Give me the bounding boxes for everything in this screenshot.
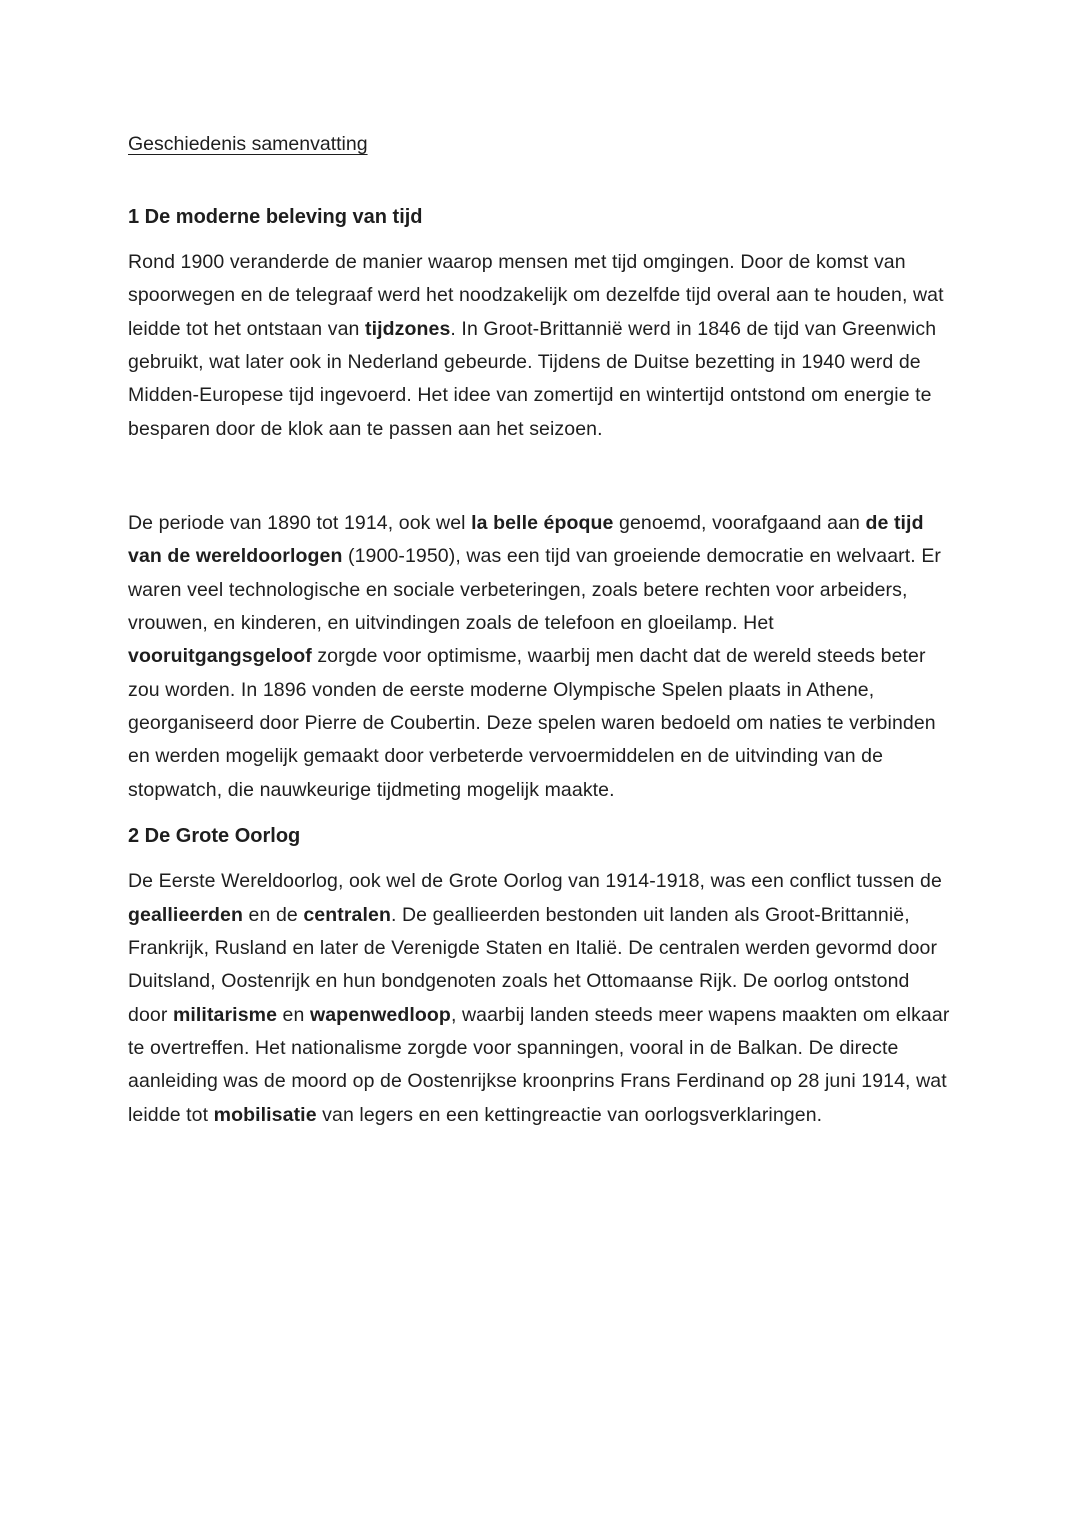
document-content — [128, 133, 952, 1132]
document-title: Geschiedenis samenvatting — [128, 133, 368, 155]
paragraph-world-war-one: De Eerste Wereldoorlog, ook wel de Grote Oorlog van 1914-1918, was een conflict tussen de geallieerden en de centralen. De geallieerden bestonden uit landen als Groot-Brittannië, Frankrijk, Rusland en later de Verenigde Staten en Italië. De centralen werden gevormd door Duitsland, Oostenrijk en hun bondgenoten zoals het Ottomaanse Rijk. De oorlog ontstond door militarisme en wapenwedloop, waarbij landen steeds meer wapens maakten om elkaar te overtreffen. Het nationalisme zorgde voor spanningen, vooral in de Balkan. De directe aanleiding was de moord op de Oostenrijkse kroonprins Frans Ferdinand op 28 juni 1914, wat leidde tot mobilisatie van legers en een kettingreactie van oorlogsverklaringen. — [128, 870, 950, 1126]
paragraph-time-zones: Rond 1900 veranderde de manier waarop mensen met tijd omgingen. Door de komst van spoorwegen en de telegraaf werd het noodzakelijk om dezelfde tijd overal aan te houden, wat leidde tot het ontstaan van tijdzones. In Groot-Brittannië werd in 1846 de tijd van Greenwich gebruikt, wat later ook in Nederland gebeurde. Tijdens de Duitse bezetting in 1940 werd de Midden-Europese tijd ingevoerd. Het idee van zomertijd en wintertijd ontstond om energie te besparen door de klok aan te passen aan het seizoen. — [128, 251, 944, 440]
section-heading-2: 2 De Grote Oorlog — [128, 825, 301, 848]
section-heading-1: 1 De moderne beleving van tijd — [128, 206, 423, 228]
section-modern-time — [128, 202, 952, 807]
paragraph-belle-epoque: De periode van 1890 tot 1914, ook wel la belle époque genoemd, voorafgaand aan de tijd van de wereldoorlogen (1900-1950), was een tijd van groeiende democratie en welvaart. Er waren veel technologische en sociale verbeteringen, zoals betere rechten voor arbeiders, vrouwen, en kinderen, en uitvindingen zoals de telefoon en gloeilamp. Het vooruitgangsgeloof zorgde voor optimisme, waarbij men dacht dat de wereld steeds beter zou worden. In 1896 vonden de eerste moderne Olympische Spelen plaats in Athene, georganiseerd door Pierre de Coubertin. Deze spelen waren bedoeld om naties te verbinden en werden mogelijk gemaakt door verbeterde vervoermiddelen en de uitvinding van de stopwatch, die nauwkeurige tijdmeting mogelijk maakte. — [128, 512, 942, 801]
blank-line — [128, 460, 952, 493]
section-great-war — [128, 821, 952, 1132]
